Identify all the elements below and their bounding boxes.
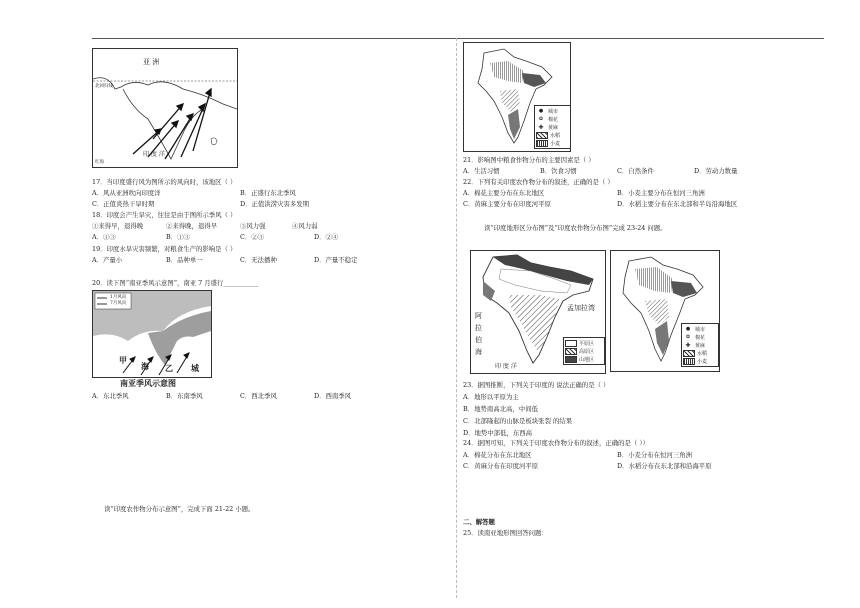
wheat-swatch (536, 140, 548, 147)
cotton-icon: ✿ (685, 333, 691, 340)
q20-map-caption: 南亚季风示意图 (120, 379, 176, 388)
legend-cotton: 棉花 (548, 116, 559, 123)
q22-option-d[interactable]: D．水稻主要分布在东北部和半岛沿海地区 (617, 200, 738, 208)
q24-option-c[interactable]: C．黄麻分布在印度河平原 (463, 462, 539, 470)
legend-city: 城市 (548, 108, 559, 115)
q17-option-d[interactable]: D．正值洪涝灾害多发期 (240, 200, 310, 208)
legend2-cotton: 棉花 (695, 334, 706, 341)
city-icon: ● (538, 107, 544, 114)
q17-label-red-sea: 红海 (95, 160, 104, 165)
q20-option-b[interactable]: B．东南季风 (166, 392, 203, 400)
q20-legend-january: 1月风向 (110, 295, 127, 300)
q18-statement-2: ②来得晚，退得早 (166, 222, 218, 230)
plateau-swatch (565, 348, 577, 355)
q20-stem: 20．读下图“南亚季风示意图”，南亚 7 月盛行___________ (92, 279, 259, 287)
q19-stem: 19．印度水旱灾害频繁，对粮食生产的影响是（ ） (92, 245, 237, 253)
india-crop-map-2 (610, 250, 720, 372)
india-crop-map-1 (463, 42, 571, 152)
section-2-heading: 二、解答题 (463, 518, 495, 526)
legend-plain: 平原区 (579, 340, 595, 347)
terrain-map-legend (563, 337, 605, 365)
q18-option-a[interactable]: A．①③ (92, 233, 116, 241)
column-divider (456, 38, 457, 598)
cotton-icon: ✿ (538, 115, 544, 122)
rice-swatch (683, 350, 695, 357)
q22-stem: 22．下列有关印度农作物分布的叙述，正确的是（ ） (463, 178, 614, 186)
header-rule (92, 38, 824, 39)
q20-sea-char-1: 甲 (119, 355, 127, 365)
q22-option-c[interactable]: C．黄麻主要分布在印度河平原 (463, 200, 551, 208)
crop-map-1-legend (534, 105, 571, 149)
intro-21-22: 读“印度农作物分布示意图”，完成下面 21-22 小题。 (104, 505, 255, 513)
q17-label-latitude: 北回归线 (95, 84, 113, 89)
q23-option-b[interactable]: B．地势南高北高，中间低 (463, 405, 538, 413)
q18-option-d[interactable]: D．②④ (314, 233, 339, 241)
terrain-label-indian-ocean: 印 度 洋 (495, 363, 517, 370)
legend-jute: 黄麻 (548, 124, 559, 131)
q18-option-c[interactable]: C．②③ (240, 233, 265, 241)
terrain-label-arabian-2: 拉 (475, 324, 482, 332)
plain-swatch (565, 340, 577, 347)
q20-sea-char-2: 海 (141, 361, 149, 371)
terrain-label-bay-of-bengal: 孟加拉湾 (567, 304, 595, 312)
jute-icon: ✚ (538, 123, 544, 131)
q21-option-d[interactable]: D．劳动力数量 (694, 167, 738, 175)
q20-sea-char-4: 城 (191, 363, 199, 373)
legend-wheat: 小麦 (550, 140, 561, 147)
q17-option-c[interactable]: C．正值炎热干旱时期 (92, 200, 155, 208)
q18-option-b[interactable]: B．①③ (166, 233, 190, 241)
q20-sea-char-3: 乙 (165, 363, 173, 373)
q19-option-d[interactable]: D．产量不稳定 (314, 256, 358, 264)
q24-stem: 24．据图可知，下列关于印度农作物分布的叙述，正确的是（ ）） (463, 439, 649, 447)
q20-option-a[interactable]: A．东北季风 (92, 392, 129, 400)
legend-rice: 水稻 (550, 132, 561, 139)
legend2-city: 城市 (695, 326, 706, 333)
legend-mountain: 山地区 (579, 356, 595, 363)
q17-map-svg (93, 49, 237, 167)
q19-option-a[interactable]: A．产量小 (92, 256, 123, 264)
intro-23-24: 读“印度地形区分布图”及“印度农作物分布图”完成 23-24 问题。 (484, 224, 667, 232)
terrain-label-arabian-4: 海 (475, 348, 482, 356)
crop-map-2-legend (681, 323, 719, 367)
terrain-label-arabian-3: 伯 (475, 336, 482, 344)
q21-stem: 21．影响图中粮食作物分布的主要因素是（ ） (463, 156, 595, 164)
q23-option-c[interactable]: C．北部隆起的山脉是板块张裂 的结果 (463, 417, 573, 425)
q21-option-c[interactable]: C．自然条件 (617, 167, 654, 175)
q17-label-ocean: 印 度 洋 (143, 151, 165, 158)
q17-option-b[interactable]: B．正盛行东北季风 (240, 189, 296, 197)
q17-monsoon-map (92, 48, 238, 168)
q18-statement-4: ④风力弱 (292, 222, 318, 230)
city-icon: ● (685, 325, 691, 332)
legend2-rice: 水稻 (697, 350, 708, 357)
q24-option-b[interactable]: B．小麦分布在恒河三角洲 (617, 451, 692, 459)
q18-stem: 18．印度会产生旱灾，往往是由于图所示季风（ ） (92, 211, 237, 219)
jute-icon: ✚ (685, 341, 691, 349)
q23-option-a[interactable]: A．地形以平原为主 (463, 393, 519, 401)
q23-stem: 23．据图推断，下列关于印度的 说法正确的是（ ） (463, 381, 610, 389)
q17-stem: 17．当印度盛行风为图所示的风向时，该地区（ ） (92, 178, 237, 186)
legend-plateau: 高原区 (579, 348, 595, 355)
q19-option-c[interactable]: C．无法播种 (240, 256, 277, 264)
q20-south-asia-monsoon-map (92, 290, 212, 378)
q18-statement-3: ③风力强 (240, 222, 266, 230)
q17-label-asia: 亚 洲 (143, 58, 160, 66)
q20-option-c[interactable]: C．西北季风 (240, 392, 277, 400)
terrain-label-arabian-1: 阿 (475, 312, 482, 320)
q17-option-a[interactable]: A．风从亚洲吹向印度洋 (92, 189, 161, 197)
q19-option-b[interactable]: B．品种单一 (166, 256, 203, 264)
q22-option-b[interactable]: B．小麦主要分布在恒河三角洲 (617, 189, 705, 197)
legend2-jute: 黄麻 (695, 342, 706, 349)
q24-option-d[interactable]: D．水稻分布在东北部和沿海平原 (617, 462, 712, 470)
q23-option-d[interactable]: D．地势中部低，东西高 (463, 429, 533, 437)
q24-option-a[interactable]: A．棉花分布在东北地区 (463, 451, 532, 459)
india-terrain-map (470, 250, 606, 374)
q20-legend-july: 7月风向 (110, 301, 127, 306)
q25-stem: 25．读南亚地形图回答问题： (463, 529, 548, 537)
q22-option-a[interactable]: A．棉花主要分布在东北地区 (463, 189, 545, 197)
wheat-swatch (683, 358, 695, 365)
legend2-wheat: 小麦 (697, 358, 708, 365)
q20-option-d[interactable]: D．西南季风 (314, 392, 352, 400)
q21-option-b[interactable]: B．饮食习惯 (540, 167, 577, 175)
q21-option-a[interactable]: A．生活习惯 (463, 167, 500, 175)
mountain-swatch (565, 356, 577, 363)
q18-statement-1: ①来得早，退得晚 (92, 222, 144, 230)
rice-swatch (536, 132, 548, 139)
